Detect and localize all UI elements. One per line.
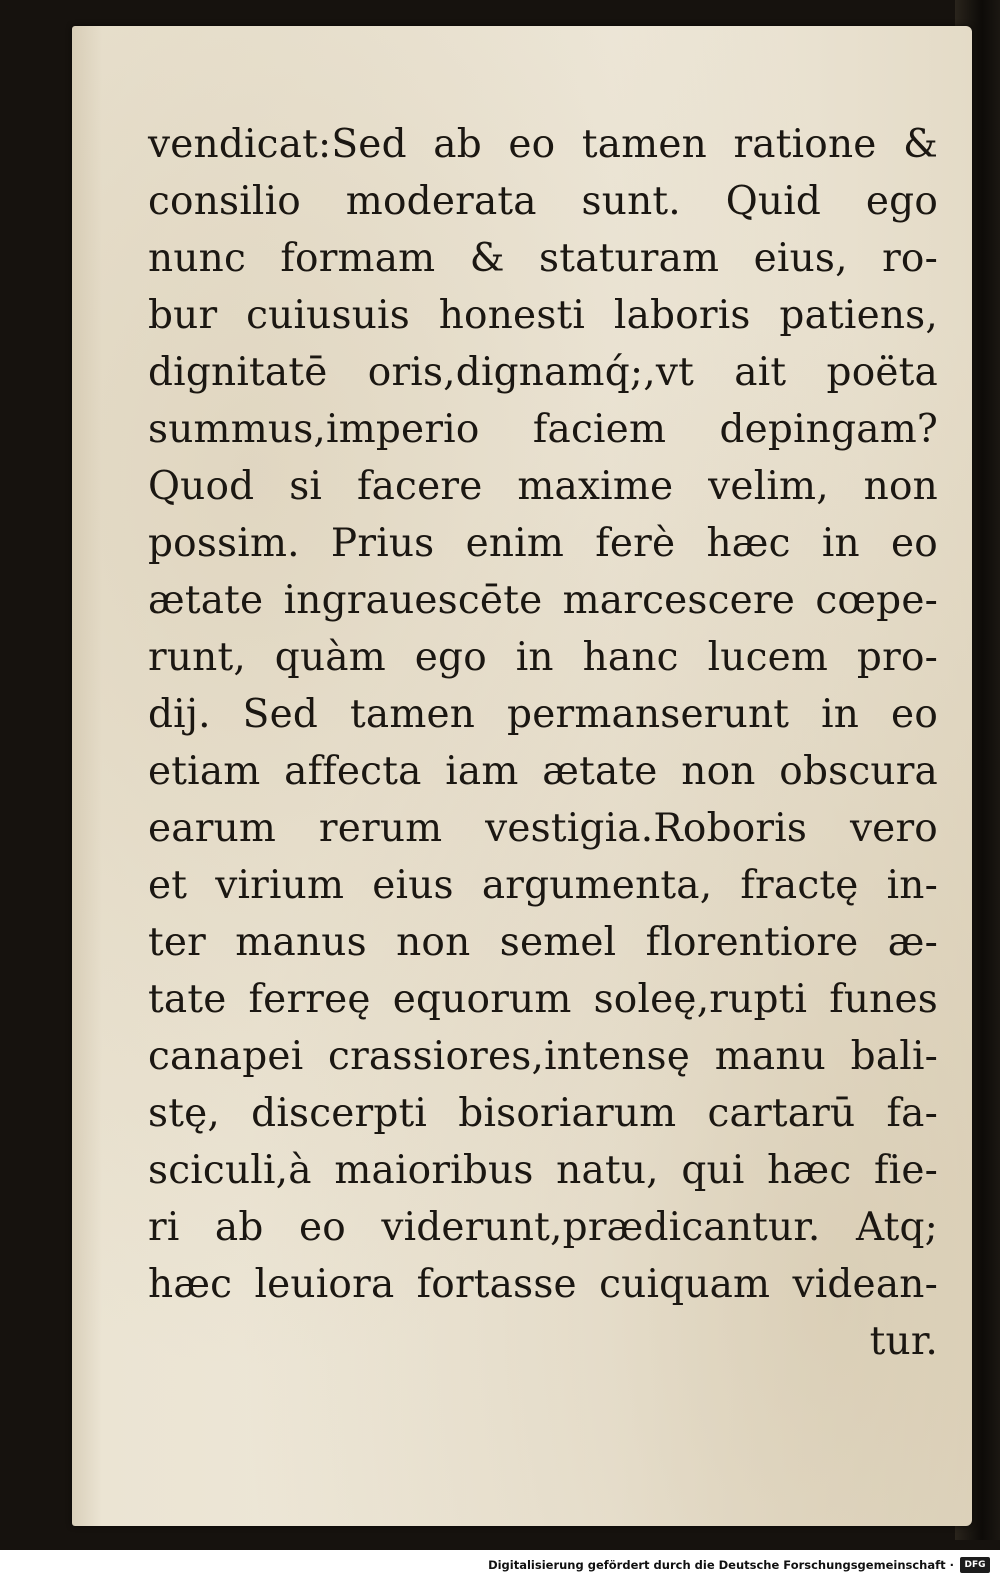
text-line: etiam affecta iam ætate non obscura	[148, 749, 938, 794]
text-line: nunc formam & staturam eius, ro-	[148, 236, 938, 281]
text-line: ter manus non semel florentiore æ-	[148, 920, 938, 965]
text-line: consilio moderata sunt. Quid ego	[148, 179, 938, 224]
digitization-footer	[0, 1550, 1000, 1582]
text-line: dignitatē oris,dignamq́;,vt ait poëta	[148, 350, 938, 395]
funding-notice: Digitalisierung gefördert durch die Deutsche Forschungsgemeinschaft ·	[488, 1558, 954, 1572]
body-text	[148, 116, 938, 1370]
text-line: sciculi,à maioribus natu, qui hæc fie-	[148, 1148, 938, 1193]
text-line: tate ferreę equorum soleę,rupti funes	[148, 977, 938, 1022]
text-line: bur cuiusuis honesti laboris patiens,	[148, 293, 938, 338]
text-line: canapei crassiores,intensę manu bali-	[148, 1034, 938, 1079]
last-text-line: tur.	[869, 1319, 938, 1364]
text-line: possim. Prius enim ferè hæc in eo	[148, 521, 938, 566]
text-line: runt, quàm ego in hanc lucem pro-	[148, 635, 938, 680]
dfg-logo-icon: DFG	[960, 1557, 990, 1573]
text-line: summus,imperio faciem depingam?	[148, 407, 938, 452]
text-line: stę, discerpti bisoriarum cartarū fa-	[148, 1091, 938, 1136]
text-line: dij. Sed tamen permanserunt in eo	[148, 692, 938, 737]
text-line: vendicat:Sed ab eo tamen ratione &	[148, 122, 938, 167]
text-line: hæc leuiora fortasse cuiquam videan-	[148, 1262, 938, 1307]
text-line: ætate ingrauescēte marcescere cœpe-	[148, 578, 938, 623]
text-line: earum rerum vestigia.Roboris vero	[148, 806, 938, 851]
text-line: et virium eius argumenta, fractę in-	[148, 863, 938, 908]
text-line: Quod si facere maxime velim, non	[148, 464, 938, 509]
text-line: ri ab eo viderunt,prædicantur. Atq;	[148, 1205, 938, 1250]
